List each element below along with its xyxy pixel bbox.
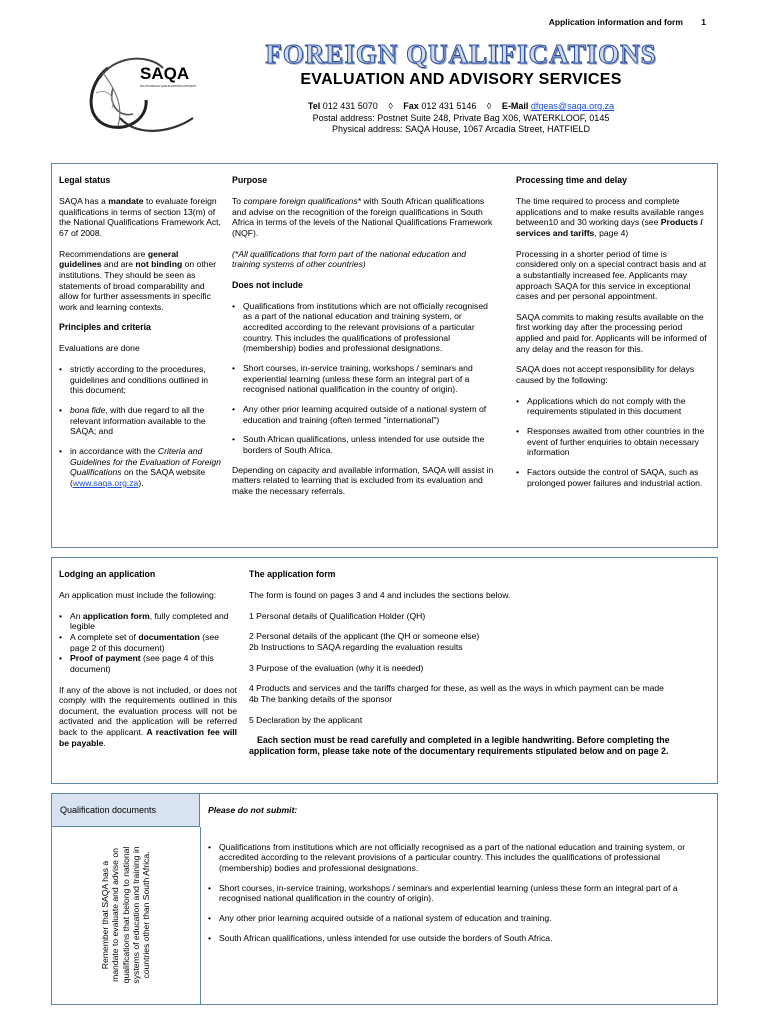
overview-box (51, 163, 718, 548)
form-section-4: 4 Products and services and the tariffs charged for these, as well as the ways in which payment can be made (249, 683, 664, 694)
list-item: • Qualifications from institutions which are not officially recognised as a part of the national education and training system, or accredited according to the relevant provisions of a particular country. This includes the qualifications of professional (membership) bodies and professional designations. (219, 842, 708, 874)
postal-address: Postal address: Postnet Suite 248, Private Bag X06, WATERKLOOF, 0145 (312, 112, 610, 123)
contact-line (236, 101, 686, 113)
list-item: • Applications which do not comply with the requirements stipulated in this document (527, 396, 710, 417)
form-section-1: 1 Personal details of Qualification Holder (QH) (249, 610, 426, 621)
principles-list (59, 364, 222, 489)
fax-label: Fax (403, 101, 419, 111)
documents-side-note: Remember that SAQA has a mandate to evaluate and advise on qualifications that belong to national systems of education and training in countries other than South Africa. (100, 846, 152, 984)
tel-label: Tel (307, 101, 321, 111)
lodging-column (59, 569, 237, 758)
logo-tagline: SOUTH AFRICAN QUALIFICATIONS AUTHORITY (140, 85, 197, 88)
running-title: Application information and form (548, 17, 683, 27)
processing-column (516, 175, 710, 497)
legal-mandate-text: SAQA has a mandate to evaluate foreign qualifications in terms of section 13(m) of the National Qualifications Framework Act, 67 of 2008. (59, 195, 221, 238)
form-section-2: 2 Personal details of the applicant (the QH or someone else) (249, 631, 480, 642)
purpose-note: (*All qualifications that form part of the national education and training systems of other countries) (232, 248, 467, 270)
documents-content (208, 805, 708, 952)
physical-address: Physical address: SAQA House, 1067 Arcadia Street, HATFIELD (332, 124, 590, 135)
fax-value: 012 431 5146 (421, 101, 477, 111)
list-item: • Any other prior learning acquired outside of a national system of education and training. (219, 913, 708, 924)
purpose-heading: Purpose (232, 175, 268, 185)
do-not-submit-list (208, 842, 708, 944)
processing-time-text: The time required to process and complete applications and to make results available ranges between10 and 30 working days (see Products / services and tariffs, page 4) (516, 195, 704, 238)
processing-heading: Processing time and delay (516, 175, 627, 185)
page-title: FOREIGN QUALIFICATIONS (265, 39, 657, 69)
list-item: • A complete set of documentation (see page 2 of this document) (70, 632, 237, 653)
list-item: • An application form, fully completed and legible (70, 611, 237, 632)
form-intro: The form is found on pages 3 and 4 and includes the sections below. (249, 589, 511, 600)
application-box (51, 557, 718, 784)
legal-column (59, 175, 222, 498)
list-item: • Proof of payment (see page 4 of this document) (70, 653, 237, 674)
purpose-text: To compare foreign qualifications* with South African qualifications and advise on the recognition of the foreign qualifications in South Africa in terms of the levels of the National Qualifications Framework (NQF). (232, 195, 493, 238)
purpose-closing: Depending on capacity and available information, SAQA will assist in matters related to learning that is excluded from its evaluation and make the necessary referrals. (232, 464, 494, 496)
form-section-5: 5 Declaration by the applicant (249, 714, 363, 725)
exclusions-heading: Does not include (232, 279, 303, 290)
saqa-website-link[interactable]: www.saqa.org.za (72, 477, 139, 488)
principles-heading: Principles and criteria (59, 322, 151, 333)
list-item: • Qualifications from institutions which are not officially recognised as a part of the national education and training system, or accredited according to the relevant provisions of a particular country. This includes the qualifications of professional (membership) bodies and professional designations. (243, 301, 494, 354)
list-item: • South African qualifications, unless intended for use outside the borders of South Africa. (219, 933, 708, 944)
legal-recommendations-text: Recommendations are general guidelines and are not binding on other institutions. They should be seen as statements of broad comparability and allow for further assessments in specific work and learning contexts. (59, 248, 217, 312)
documents-heading: Qualification documents (52, 794, 200, 827)
list-item: • Short courses, in-service training, workshops / seminars and experiential learning (unless these form an integral part of a recognised national qualification in the country of origin). (219, 883, 708, 904)
legal-heading: Legal status (59, 175, 111, 185)
list-item: • bona fide, with due regard to all the relevant information available to the SAQA; and (70, 405, 222, 437)
saqa-logo (78, 48, 208, 136)
form-section-4b: 4b The banking details of the sponsor (249, 693, 393, 704)
exclusions-list (232, 301, 494, 456)
form-column (249, 569, 711, 767)
documents-side-panel (52, 827, 201, 1004)
lodging-requirements-list (59, 611, 237, 675)
lodging-closing: If any of the above is not included, or does not comply with the requirements outlined in this document, the evaluation process will not be activated and the application will be referred back to the applicant. A reactivation fee will be payable. (59, 684, 237, 748)
lodging-heading: Lodging an application (59, 569, 156, 579)
processing-commitment-text: SAQA commits to making results available on the first working day after the processing period applied and paid for. Applicants will be informed of any delay and the reason for this. (516, 311, 707, 354)
evaluations-intro: Evaluations are done (59, 343, 140, 354)
page-number: 1 (701, 17, 706, 27)
separator: ◊ (388, 101, 393, 111)
page-subtitle: EVALUATION AND ADVISORY SERVICES (300, 71, 622, 88)
list-item: • South African qualifications, unless intended for use outside the borders of South Africa. (243, 434, 494, 455)
logo-wordmark: SAQA (140, 64, 190, 83)
list-item: • Any other prior learning acquired outside of a national system of education and training (often termed "international") (243, 404, 494, 425)
list-item: • Responses awaited from other countries in the event of further enquiries to obtain necessary information (527, 426, 710, 458)
email-label: E-Mail (501, 101, 529, 111)
lodging-intro: An application must include the following: (59, 589, 217, 600)
form-note: Each section must be read carefully and completed in a legible handwriting. Before completing the application form, please take note of the documentary requirements stipulated below and on page 2. (249, 735, 670, 757)
processing-shorter-text: Processing in a shorter period of time is considered only on a special contract basis and at a substantially increased fee. Applicants may approach SAQA for this service in exceptional cases and per personal appointment. (516, 248, 707, 302)
running-header (549, 17, 706, 27)
email-link[interactable]: dfqeas@saqa.org.za (530, 101, 615, 111)
documents-box (51, 793, 718, 1005)
processing-responsibility-text: SAQA does not accept responsibility for delays caused by the following: (516, 364, 695, 386)
swirl-logo-icon (78, 48, 208, 136)
purpose-column (232, 175, 494, 507)
contact-block (236, 101, 686, 136)
separator: ◊ (486, 101, 492, 111)
form-section-2b: 2b Instructions to SAQA regarding the evaluation results (249, 641, 463, 652)
form-heading: The application form (249, 569, 336, 579)
do-not-submit-label: Please do not submit: (208, 805, 298, 815)
list-item: • Factors outside the control of SAQA, such as prolonged power failures and industrial action. (527, 467, 710, 488)
list-item: • in accordance with the Criteria and Guidelines for the Evaluation of Foreign Qualifications on the SAQA website (www.saqa.org.za). (70, 446, 222, 489)
list-item: • Short courses, in-service training, workshops / seminars and experiential learning (unless these form an integral part of a recognised national qualification in the country of origin). (243, 363, 494, 395)
list-item: • strictly according to the procedures, guidelines and conditions outlined in this document; (70, 364, 222, 396)
form-section-3: 3 Purpose of the evaluation (why it is needed) (249, 662, 424, 673)
tel-value: 012 431 5070 (322, 101, 378, 111)
delay-causes-list (516, 396, 710, 489)
